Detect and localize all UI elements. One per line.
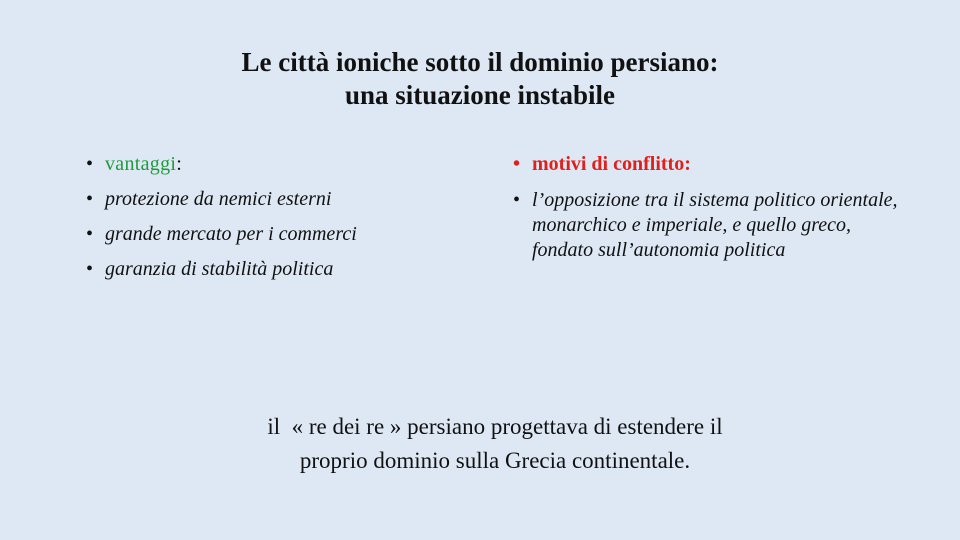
bullet: • [86,153,94,175]
bullet: • [513,189,521,211]
bullet: • [513,153,521,175]
closing-statement [150,410,840,478]
advantages-heading-colon: : [176,153,182,175]
bullet: • [86,188,94,210]
conflict-list [513,152,903,275]
advantage-item [86,222,446,246]
advantages-list [86,152,446,292]
title-line-2: una situazione instabile [344,80,616,110]
advantage-text: protezione da nemici esterni [105,188,332,210]
closing-line-2: proprio dominio sulla Grecia continentale. [299,448,691,473]
bullet: • [86,223,94,245]
advantage-item [86,187,446,211]
conflict-item [513,188,903,263]
advantage-text: grande mercato per i commerci [105,223,357,245]
bullet: • [86,258,94,280]
advantages-heading-item [86,152,446,176]
title-line-1: Le città ioniche sotto il dominio persiano: [241,47,719,77]
slide-title [130,46,830,112]
advantage-item [86,257,446,281]
conflict-heading-item [513,152,903,176]
conflict-text: l’opposizione tra il sistema politico orientale, monarchico e imperiale, e quello greco, fondato sull’autonomia politica [532,189,898,261]
conflict-heading: motivi di conflitto: [532,153,691,175]
advantage-text: garanzia di stabilità politica [105,258,334,280]
closing-line-1: il « re dei re » persiano progettava di estendere il [267,414,723,439]
advantages-heading: vantaggi [105,153,177,175]
